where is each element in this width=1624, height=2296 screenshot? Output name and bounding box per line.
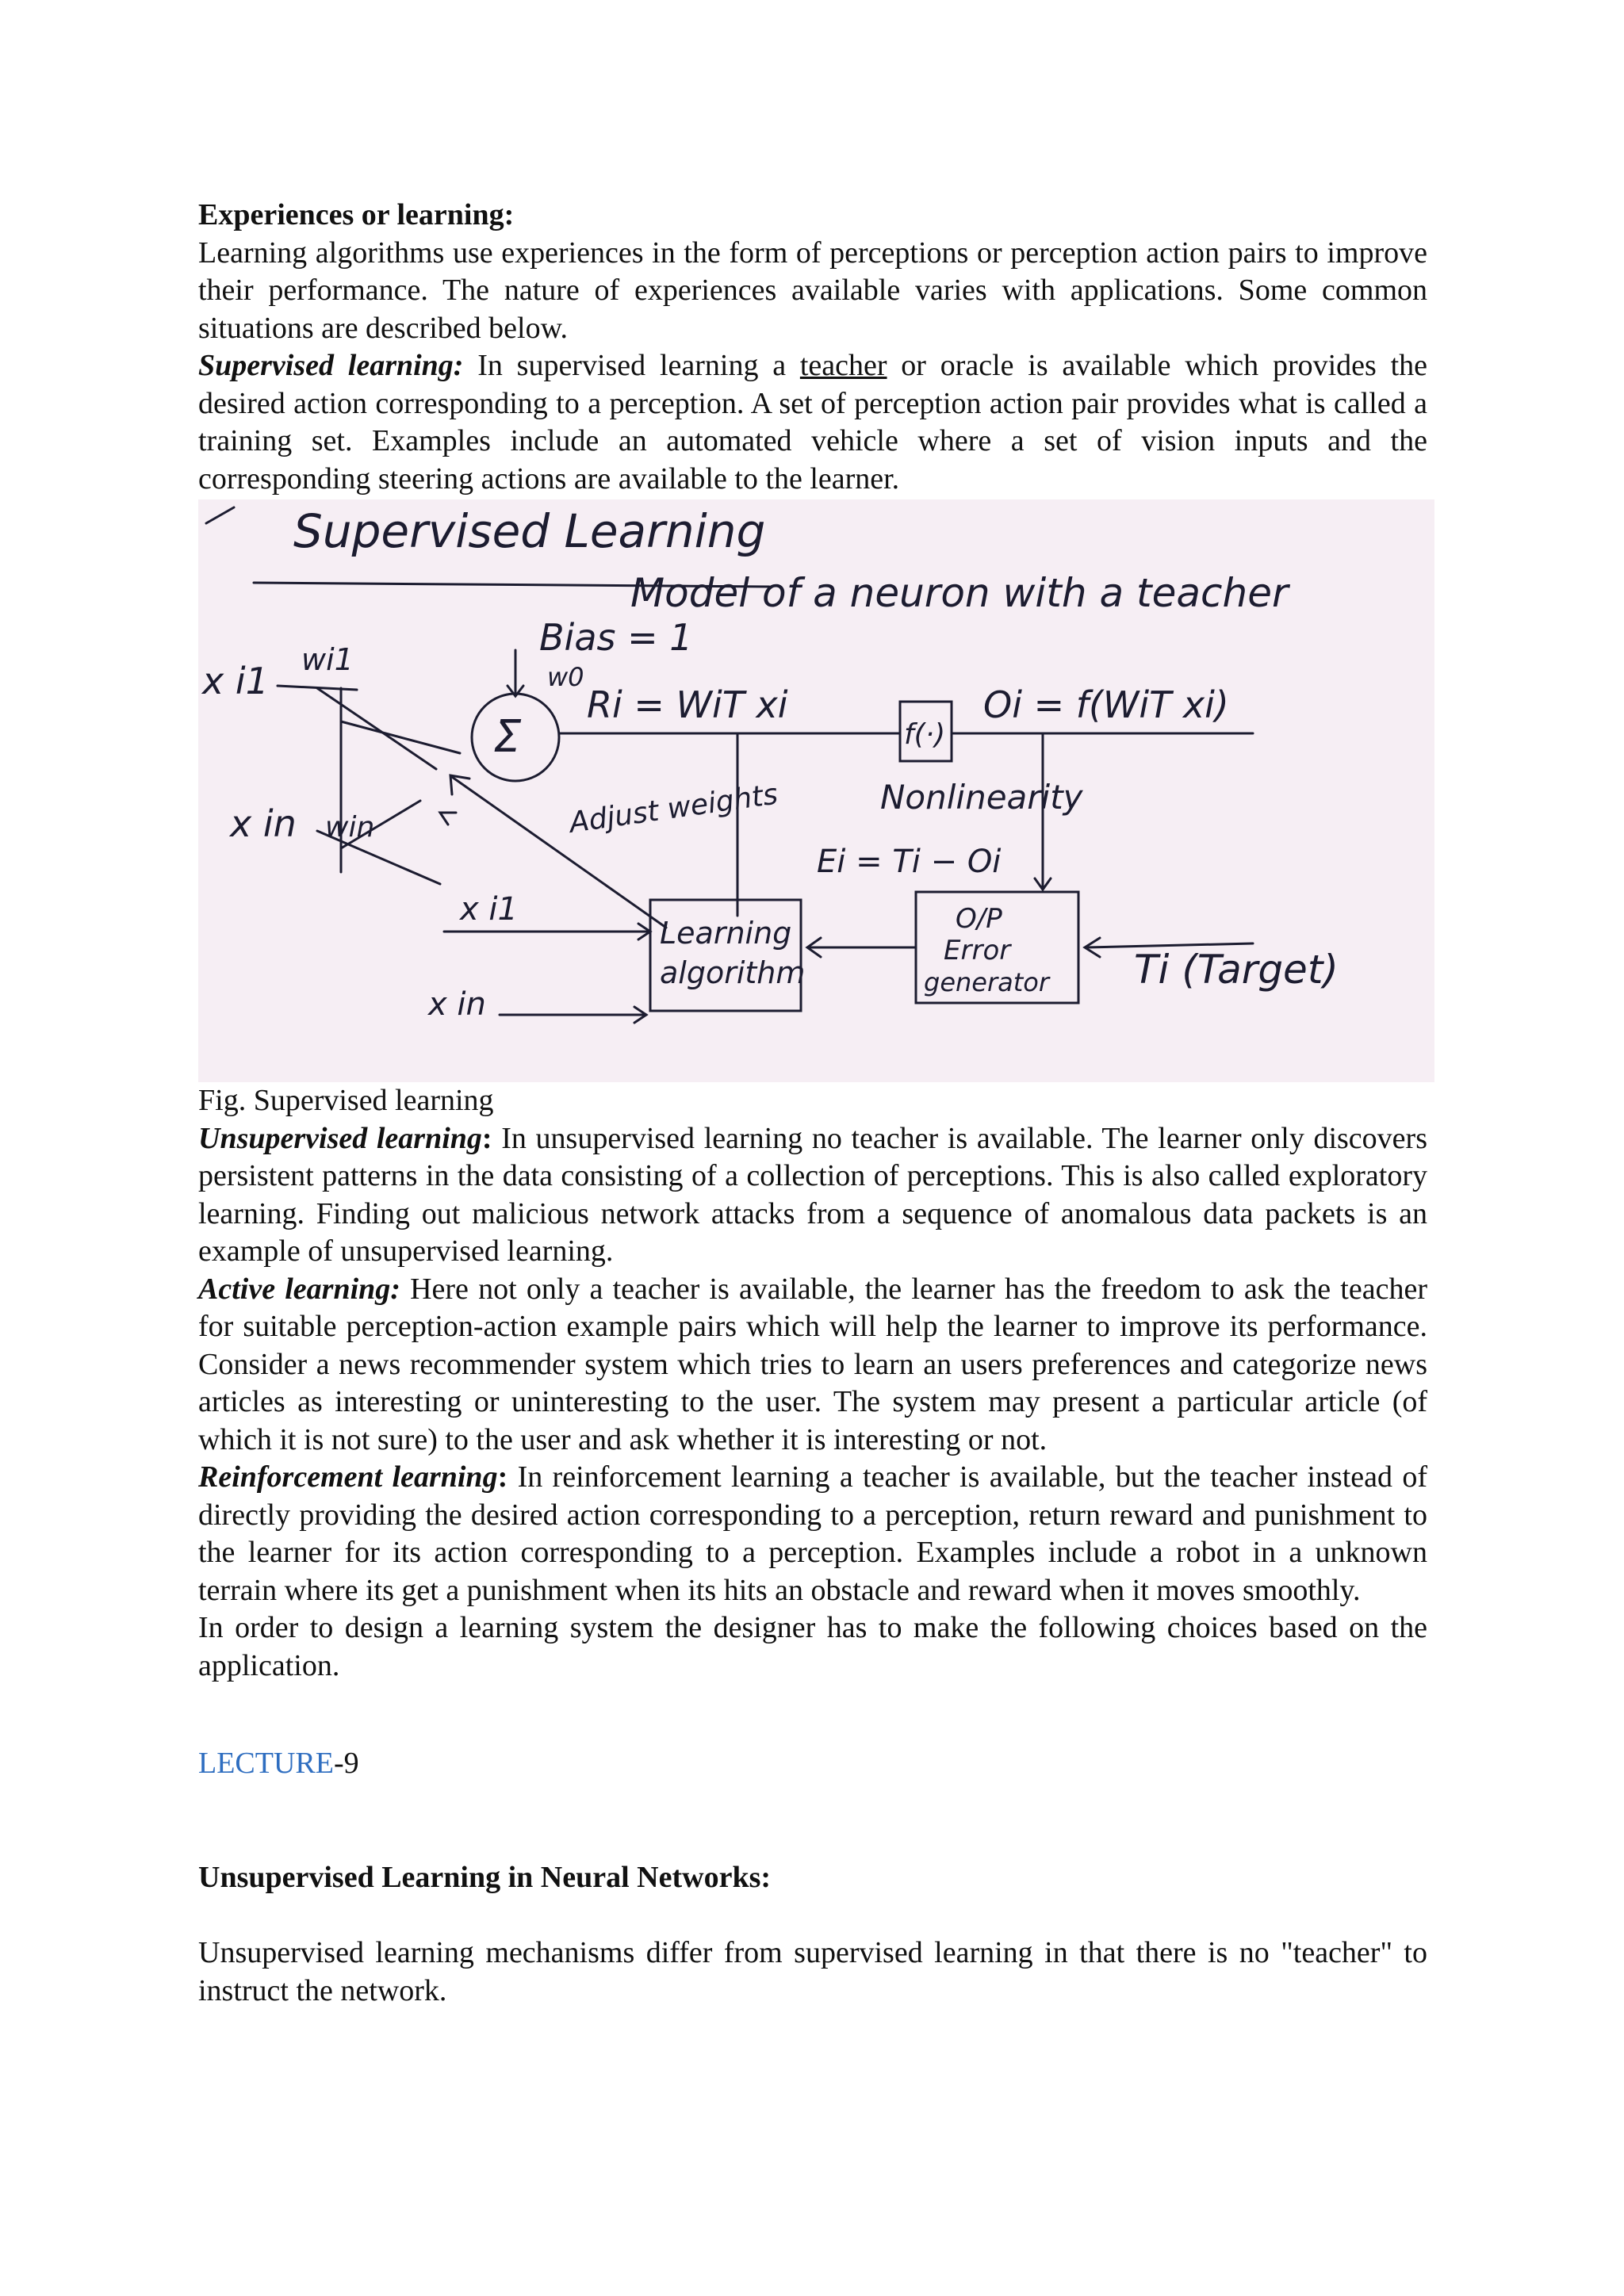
supervised-text-after: or oracle is available which provides the desired action corresponding to a perception. A set of perception action pair provides what is called a training set. Examples include an automated vehicle where a set of vision inputs and the corresponding steering actions are available to the learner. xyxy=(198,349,1427,496)
figure-subtitle: Model of a neuron with a teacher xyxy=(630,570,1289,616)
xin-label: x in xyxy=(230,802,297,845)
win-label: win xyxy=(325,811,375,844)
figure-caption: Fig. Supervised learning xyxy=(198,1084,494,1117)
design-paragraph: In order to design a learning system the designer has to make the following choices based on the application. xyxy=(198,1611,1427,1682)
nonlinearity-label: Nonlinearity xyxy=(880,778,1083,817)
unsupervised-term: Unsupervised learning xyxy=(198,1121,482,1155)
document-page xyxy=(198,197,1427,2010)
supervised-learning-figure xyxy=(198,499,1434,1082)
sigma-symbol: Σ xyxy=(493,711,522,763)
figure-title: Supervised Learning xyxy=(293,504,766,558)
oi-equation: Oi = f(WiT xi) xyxy=(983,683,1229,726)
learning-box-line2: algorithm xyxy=(660,955,806,990)
reinforcement-term: Reinforcement learning xyxy=(198,1460,498,1494)
reinforcement-paragraph xyxy=(198,1459,1427,1609)
error-box-line2: Error xyxy=(944,935,1011,966)
xi1-label: x i1 xyxy=(202,660,269,702)
xi1-input-label: x i1 xyxy=(460,891,518,928)
error-box-line1: O/P xyxy=(956,903,1002,935)
unsupervised-nn-heading: Unsupervised Learning in Neural Networks: xyxy=(198,1860,772,1894)
active-text: Here not only a teacher is available, the learner has the freedom to ask the teacher for suitable perception-action example pairs which will help the learner to improve its performance. Consider a news recommender system which tries to learn an users preferences and categorize news articles as interesting or uninteresting to the user. The system may present a particular article (of which it is not sure) to the user and ask whether it is interesting or not. xyxy=(198,1272,1427,1456)
teacher-link: teacher xyxy=(799,349,887,382)
ri-equation: Ri = WiT xi xyxy=(587,683,788,726)
bias-label: Bias = 1 xyxy=(539,616,693,659)
active-paragraph xyxy=(198,1271,1427,1460)
w0-label: w0 xyxy=(547,662,584,692)
section-heading-experiences: Experiences or learning: xyxy=(198,198,515,232)
supervised-paragraph xyxy=(198,347,1427,498)
neuron-diagram xyxy=(198,499,1434,1082)
target-label: Ti (Target) xyxy=(1134,947,1339,993)
reinforcement-colon: : xyxy=(497,1460,508,1494)
error-box-line3: generator xyxy=(924,967,1050,997)
error-equation: Ei = Ti − Oi xyxy=(817,844,1002,880)
unsupervised-nn-paragraph: Unsupervised learning mechanisms differ from supervised learning in that there is no "teacher" to instruct the network. xyxy=(198,1936,1427,2007)
supervised-text-before: In supervised learning a xyxy=(463,349,800,382)
learning-box-line1: Learning xyxy=(660,916,792,951)
unsupervised-paragraph xyxy=(198,1120,1427,1271)
intro-paragraph: Learning algorithms use experiences in the form of perceptions or perception action pairs to improve their performance. The nature of experiences available varies with applications. Some common situations are described below. xyxy=(198,235,1427,345)
unsupervised-text: In unsupervised learning no teacher is available. The learner only discovers persistent patterns in the data consisting of a collection of perceptions. This is also called exploratory learning. Finding out malicious network attacks from a sequence of anomalous data packets is an example of unsupervised learning. xyxy=(198,1121,1427,1268)
f-box-label: f(·) xyxy=(904,718,946,751)
lecture-label xyxy=(198,1745,1427,1783)
lecture-word: LECTURE xyxy=(198,1747,334,1780)
xin-input-label: x in xyxy=(428,986,486,1023)
unsupervised-colon: : xyxy=(481,1121,492,1155)
wi1-label: wi1 xyxy=(301,642,354,677)
active-term: Active learning: xyxy=(198,1272,400,1306)
supervised-term: Supervised learning: xyxy=(198,349,464,382)
lecture-number: -9 xyxy=(333,1747,359,1780)
adjust-weights-label: Adjust weights xyxy=(567,778,780,840)
reinforcement-text: In reinforcement learning a teacher is available, but the teacher instead of directly providing the desired action corresponding to a perception, return reward and punishment to the learner for its action corresponding to a perception. Examples include a robot in a unknown terrain where its get a punishment when its hits an obstacle and reward when it moves smoothly. xyxy=(198,1460,1428,1607)
